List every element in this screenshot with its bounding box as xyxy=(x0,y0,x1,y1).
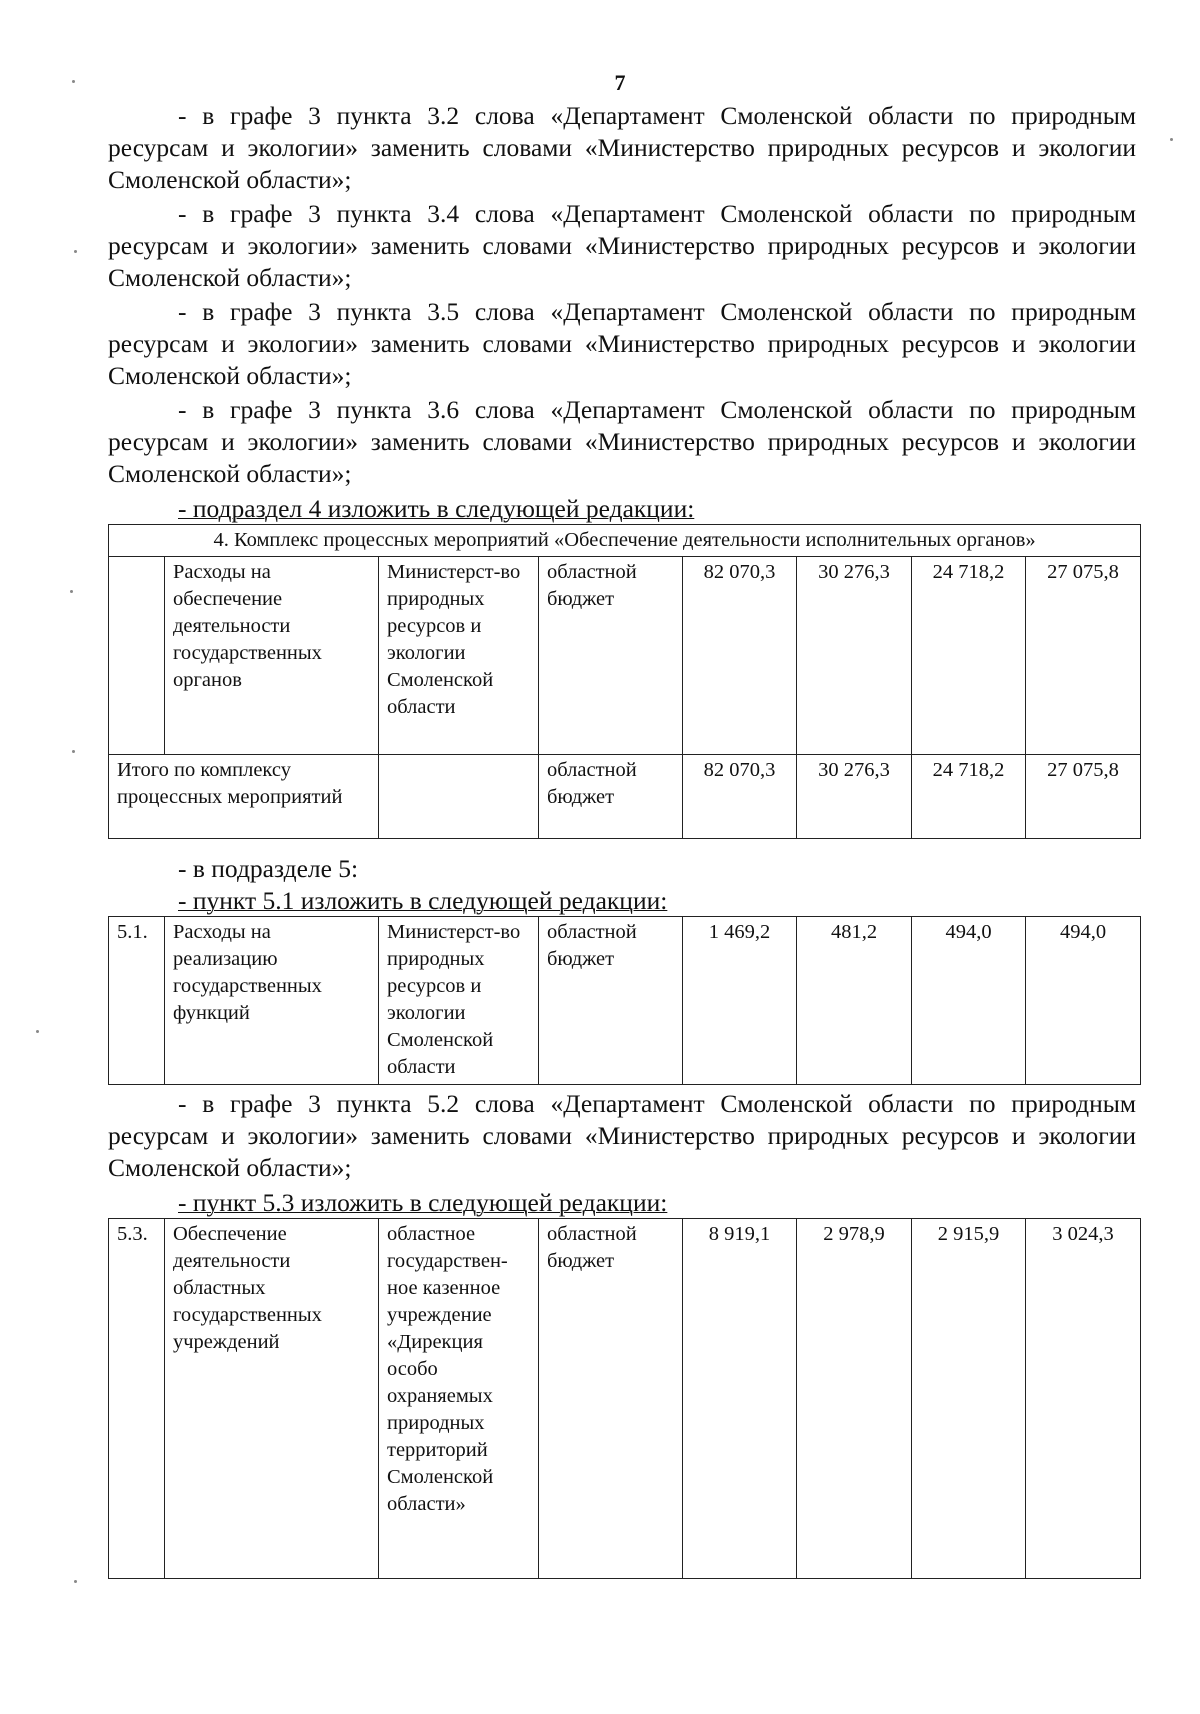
scan-speck xyxy=(72,750,75,753)
row-number xyxy=(109,557,165,755)
row-value-year1: 2 978,9 xyxy=(797,1219,912,1579)
table-row xyxy=(109,557,1141,755)
row-value-year2: 24 718,2 xyxy=(912,557,1026,755)
row-executor: Министерст-во природных ресурсов и экологии Смоленской области xyxy=(379,917,539,1085)
total-value-total: 82 070,3 xyxy=(683,755,797,839)
row-value-total: 8 919,1 xyxy=(683,1219,797,1579)
scan-speck xyxy=(72,80,75,83)
scan-speck xyxy=(36,1030,39,1033)
scan-speck xyxy=(74,1580,77,1583)
row-number: 5.1. xyxy=(109,917,165,1085)
total-value-year1: 30 276,3 xyxy=(797,755,912,839)
subsection4-intro: - подраздел 4 изложить в следующей редакции: xyxy=(178,494,695,523)
row-executor: областное государствен-ное казенное учреждение «Дирекция особо охраняемых природных территорий Смоленской области» xyxy=(379,1219,539,1579)
complex-header: 4. Комплекс процессных мероприятий «Обеспечение деятельности исполнительных органов» xyxy=(109,525,1141,557)
row-value-year1: 481,2 xyxy=(797,917,912,1085)
row-source: областной бюджет xyxy=(539,557,683,755)
total-source: областной бюджет xyxy=(539,755,683,839)
subsection5-intro: - в подразделе 5: xyxy=(178,854,359,883)
total-executor xyxy=(379,755,539,839)
scan-speck xyxy=(74,250,77,253)
page-number: 7 xyxy=(614,70,626,95)
row-value-total: 1 469,2 xyxy=(683,917,797,1085)
row-value-total: 82 070,3 xyxy=(683,557,797,755)
row-value-year3: 27 075,8 xyxy=(1026,557,1141,755)
table-row xyxy=(109,917,1141,1085)
item53-intro: - пункт 5.3 изложить в следующей редакции: xyxy=(178,1188,668,1217)
row-value-year3: 3 024,3 xyxy=(1026,1219,1141,1579)
table-row xyxy=(109,1219,1141,1579)
total-value-year3: 27 075,8 xyxy=(1026,755,1141,839)
row-executor: Министерст-во природных ресурсов и экологии Смоленской области xyxy=(379,557,539,755)
row-value-year2: 2 915,9 xyxy=(912,1219,1026,1579)
item51-intro: - пункт 5.1 изложить в следующей редакции: xyxy=(178,886,668,915)
subsection4-table xyxy=(108,524,1141,839)
row-name: Расходы на реализацию государственных функций xyxy=(165,917,379,1085)
paragraph-item-3-4: - в графе 3 пункта 3.4 слова «Департамент Смоленской области по природным ресурсам и экологии» заменить словами «Министерство природных ресурсов и экологии Смоленской области»; xyxy=(108,199,1136,292)
row-source: областной бюджет xyxy=(539,1219,683,1579)
scan-speck xyxy=(1170,138,1173,141)
row-name: Расходы на обеспечение деятельности государственных органов xyxy=(165,557,379,755)
row-value-year2: 494,0 xyxy=(912,917,1026,1085)
paragraph-item-3-5: - в графе 3 пункта 3.5 слова «Департамент Смоленской области по природным ресурсам и экологии» заменить словами «Министерство природных ресурсов и экологии Смоленской области»; xyxy=(108,297,1136,390)
paragraph-item-3-2: - в графе 3 пункта 3.2 слова «Департамент Смоленской области по природным ресурсам и экологии» заменить словами «Министерство природных ресурсов и экологии Смоленской области»; xyxy=(108,101,1136,194)
table-header-row xyxy=(109,525,1141,557)
row-value-year3: 494,0 xyxy=(1026,917,1141,1085)
item53-table xyxy=(108,1218,1141,1579)
row-source: областной бюджет xyxy=(539,917,683,1085)
row-name: Обеспечение деятельности областных государственных учреждений xyxy=(165,1219,379,1579)
total-name: Итого по комплексу процессных мероприятий xyxy=(109,755,379,839)
total-value-year2: 24 718,2 xyxy=(912,755,1026,839)
paragraph-item-3-6: - в графе 3 пункта 3.6 слова «Департамент Смоленской области по природным ресурсам и экологии» заменить словами «Министерство природных ресурсов и экологии Смоленской области»; xyxy=(108,395,1136,488)
table-total-row xyxy=(109,755,1141,839)
row-value-year1: 30 276,3 xyxy=(797,557,912,755)
paragraph-item-5-2: - в графе 3 пункта 5.2 слова «Департамент Смоленской области по природным ресурсам и экологии» заменить словами «Министерство природных ресурсов и экологии Смоленской области»; xyxy=(108,1089,1136,1182)
item51-table xyxy=(108,916,1141,1085)
scan-speck xyxy=(70,590,73,593)
row-number: 5.3. xyxy=(109,1219,165,1579)
